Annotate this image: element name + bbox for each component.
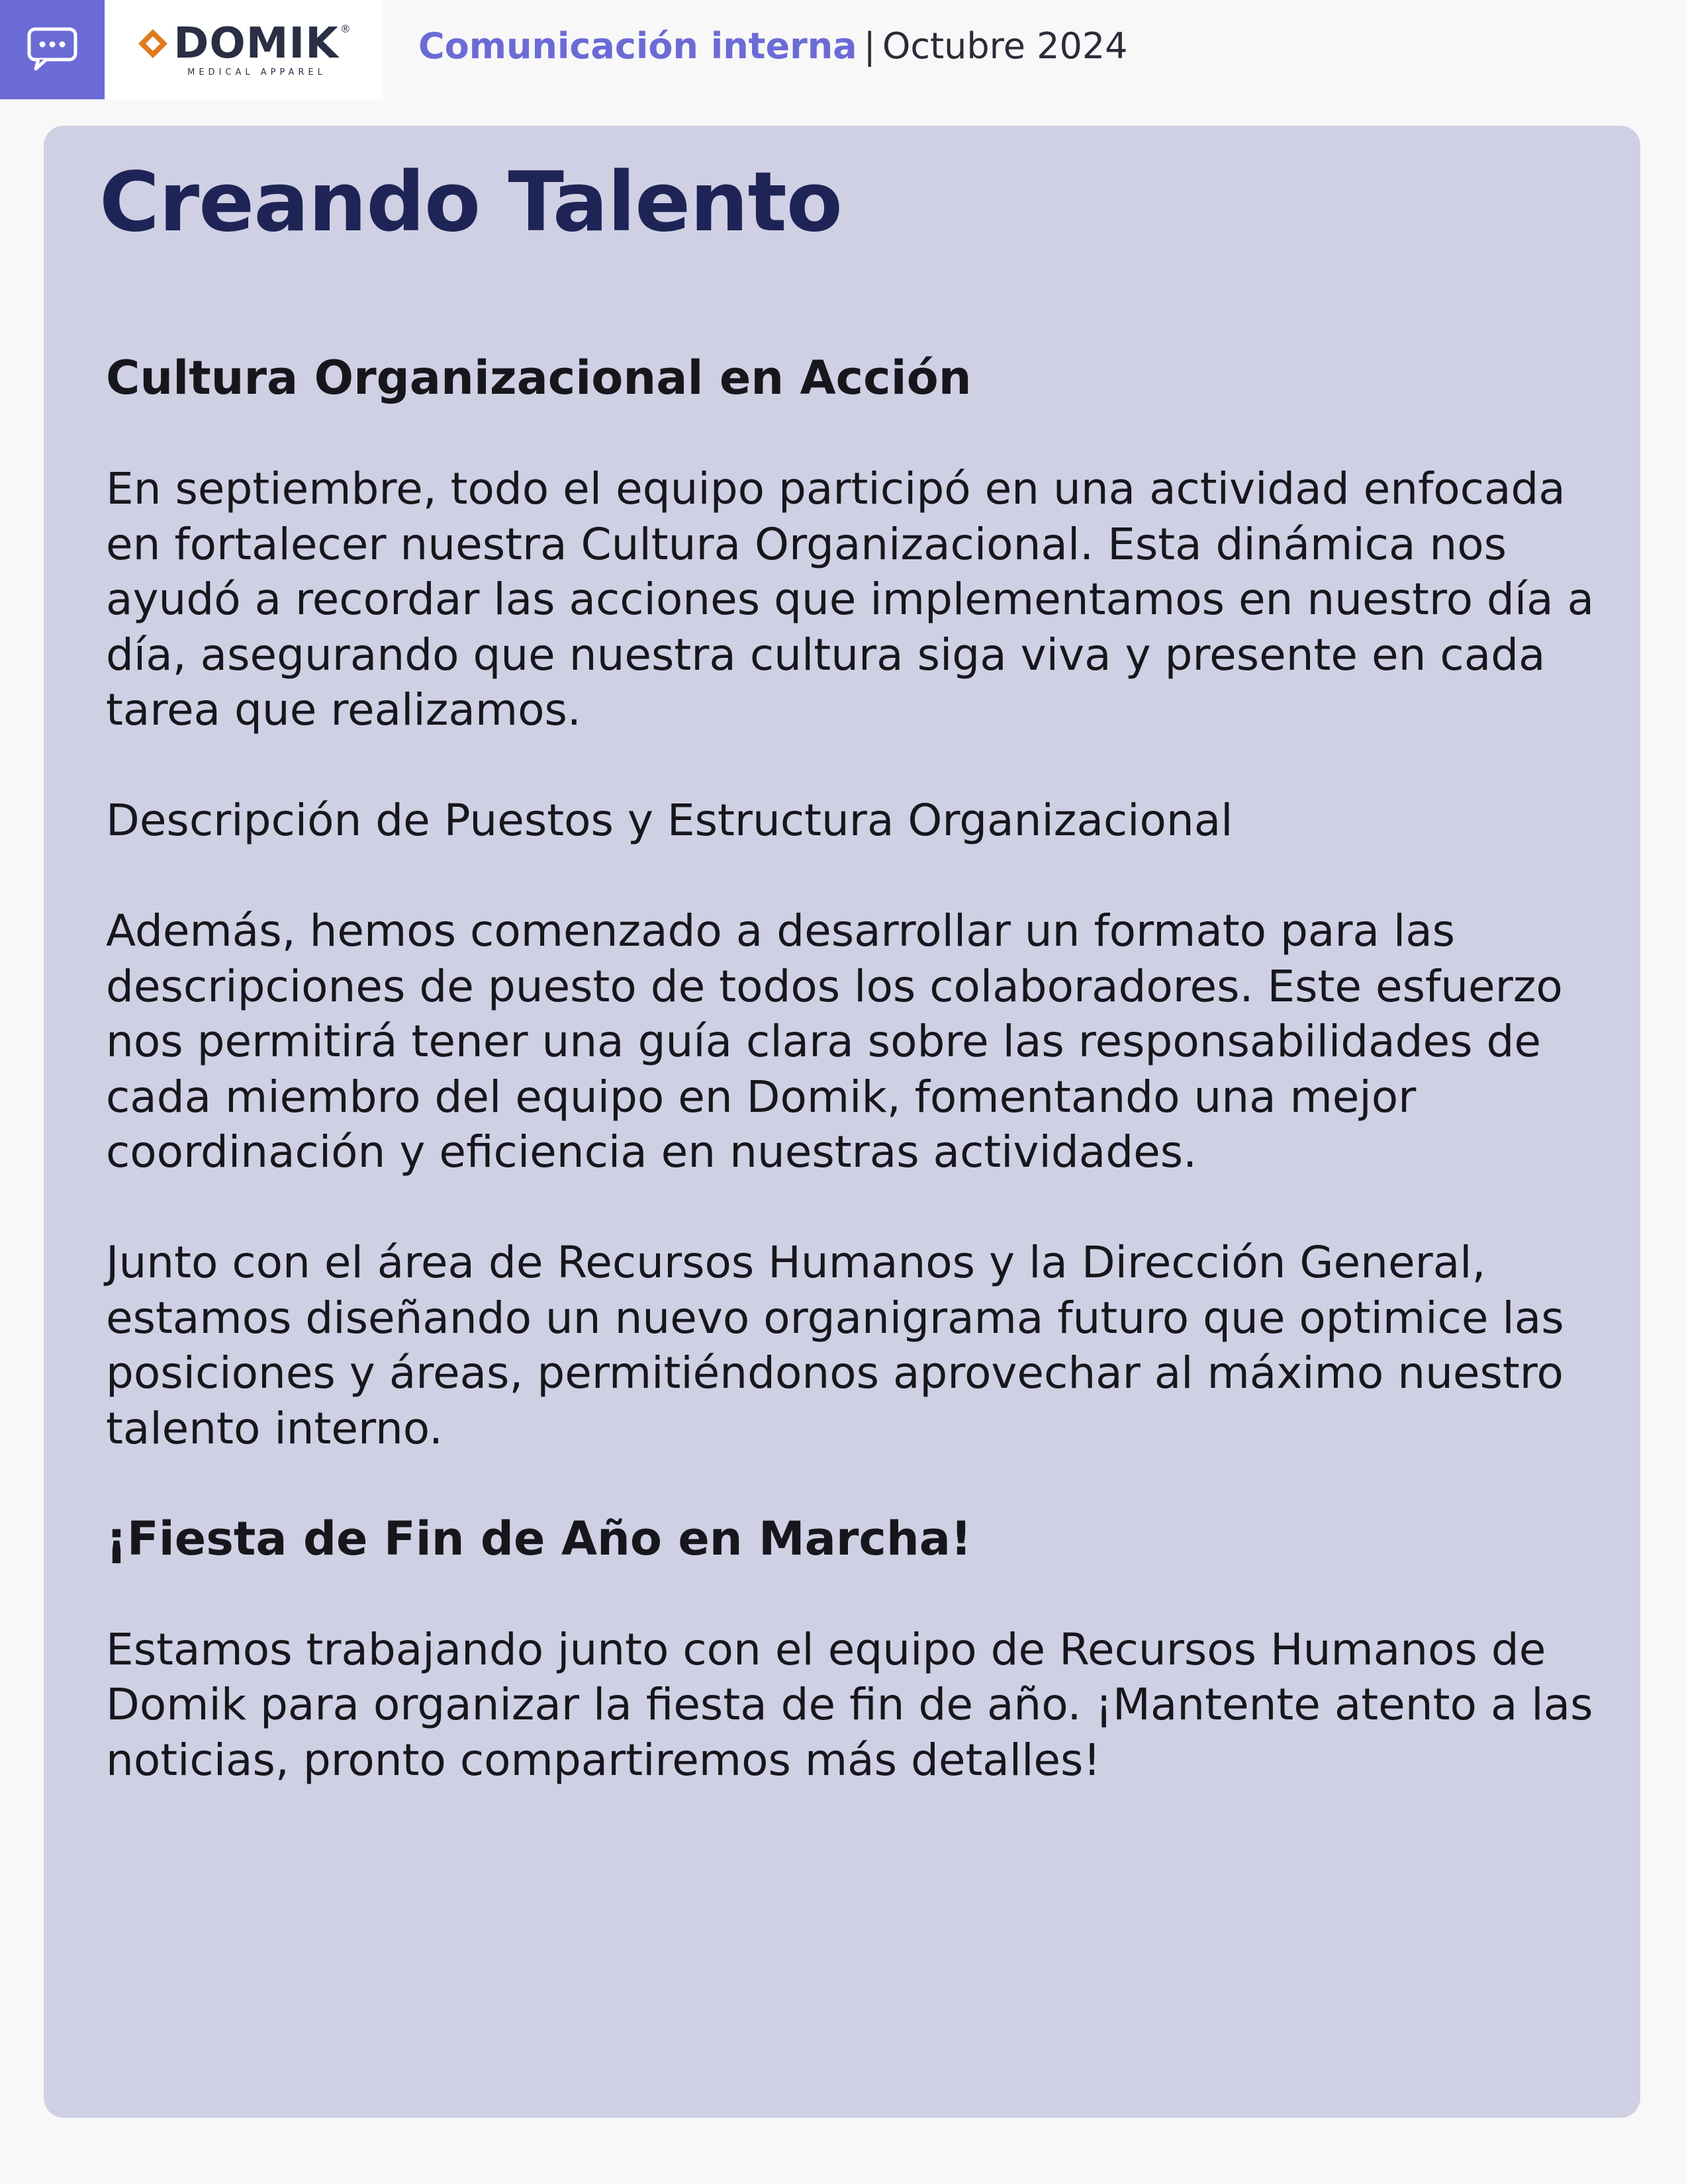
paragraph-culture: En septiembre, todo el equipo participó en una actividad enfocada en fortalecer nuestra Cultura Organizacional. Esta dinámica nos ayudó a recordar las acciones que implementamos en nuestro día a día, asegurando que nuestra cultura siga viva y presente en cada tarea que realizamos.: [106, 463, 1595, 735]
page-title: Creando Talento: [99, 155, 842, 250]
company-logo: [105, 0, 383, 99]
logo-tagline: MEDICAL APPAREL: [187, 67, 326, 77]
logo-registered-mark: ®: [340, 22, 351, 35]
paragraph-job-descriptions: Además, hemos comenzado a desarrollar un formato para las descripciones de puesto de todos los colaboradores. Este esfuerzo nos permitirá tener una guía clara sobre las responsabilidades de cada miembro del equipo en Domik, fomentando una mejor coordinación y eficiencia en nuestras actividades.: [106, 905, 1563, 1177]
header: [0, 0, 1686, 99]
logo-name: DOMIK: [173, 19, 339, 68]
paragraph-party: Estamos trabajando junto con el equipo de Recursos Humanos de Domik para organizar la fiesta de fin de año. ¡Mantente atento a las noticias, pronto compartiremos más detalles!: [106, 1623, 1593, 1786]
chat-bubbles-icon: [0, 0, 105, 99]
section-heading-positions: Descripción de Puestos y Estructura Organizacional: [106, 795, 1233, 846]
diamond-logo-icon: [136, 27, 169, 60]
section-heading-party: ¡Fiesta de Fin de Año en Marcha!: [106, 1511, 972, 1566]
section-heading-culture: Cultura Organizacional en Acción: [106, 351, 972, 405]
article-body: [106, 351, 1622, 1788]
header-section: Comunicación interna: [418, 25, 857, 67]
paragraph-org-chart: Junto con el área de Recursos Humanos y la Dirección General, estamos diseñando un nuevo organigrama futuro que optimice las posiciones y áreas, permitiéndonos aprovechar al máximo nuestro talento interno.: [106, 1237, 1564, 1454]
header-title: [418, 25, 1128, 68]
header-date: Octubre 2024: [882, 25, 1128, 67]
header-separator: |: [863, 25, 876, 67]
